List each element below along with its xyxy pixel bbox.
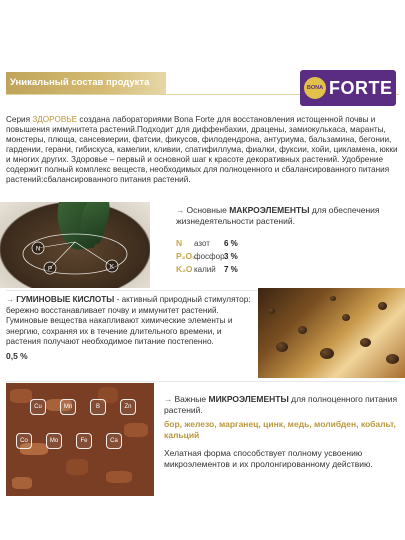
bark-chip bbox=[106, 471, 132, 483]
micro-note: Хелатная форма способствует полному усвоению микроэлементов и их пролонгированному действию. bbox=[164, 448, 373, 469]
micro-title-bold: МИКРОЭЛЕМЕНТЫ bbox=[208, 394, 289, 404]
micro-section bbox=[164, 394, 400, 470]
section-divider bbox=[6, 381, 399, 382]
macro-table bbox=[176, 237, 398, 276]
arrow-right-icon: → bbox=[6, 295, 15, 304]
section-header-title: Уникальный состав продукта bbox=[10, 77, 150, 88]
macro-symbol: N bbox=[176, 238, 183, 248]
micro-title-prefix: Важные bbox=[174, 394, 209, 404]
macro-title bbox=[176, 205, 398, 227]
humic-value: 0,5 % bbox=[6, 350, 28, 361]
bark-chip bbox=[12, 477, 32, 489]
macro-name: фосфор bbox=[194, 252, 225, 261]
granules-image bbox=[258, 288, 405, 378]
macro-value: 6 % bbox=[224, 239, 238, 248]
macro-title-suffix: для обеспечения жизнедеятельности растений. bbox=[176, 205, 380, 226]
granule-shape bbox=[320, 348, 334, 359]
intro-prefix: Серия bbox=[6, 115, 33, 124]
logo-wordmark: FORTE bbox=[329, 77, 393, 98]
macro-symbol: P₂O₅ bbox=[176, 251, 196, 261]
humic-title: ГУМИНОВЫЕ КИСЛОТЫ bbox=[16, 295, 115, 304]
granule-shape bbox=[276, 342, 288, 352]
diagram-label-n: N bbox=[35, 246, 41, 253]
humic-body: - активный природный стимулятор: бережно восстанавливает почву и иммунитет растений. Гуминовые вещества накапливают химические элементы и энергию, сохраняя их в течение длительного времени, и растения получают необходимое питание постепенно. bbox=[6, 295, 251, 346]
macro-name: азот bbox=[194, 239, 210, 248]
element-badge: Ca bbox=[106, 433, 122, 449]
granule-shape bbox=[386, 354, 399, 364]
intro-paragraph bbox=[6, 115, 398, 185]
humic-section bbox=[6, 295, 252, 361]
macro-name: калий bbox=[194, 265, 216, 274]
series-name: ЗДОРОВЬЕ bbox=[32, 115, 78, 124]
micro-list: бор, железо, марганец, цинк, медь, молибден, кобальт, кальций bbox=[164, 419, 396, 440]
bark-image bbox=[6, 383, 154, 496]
macro-row bbox=[176, 263, 398, 276]
element-badge: Cu bbox=[30, 399, 46, 415]
element-badge: B bbox=[90, 399, 106, 415]
macro-value: 3 % bbox=[224, 252, 238, 261]
granule-shape bbox=[268, 308, 275, 314]
bark-chip bbox=[10, 389, 32, 403]
macro-row bbox=[176, 237, 398, 250]
micro-title-suffix: для полноценного питания растений. bbox=[164, 394, 398, 415]
macro-value: 7 % bbox=[224, 265, 238, 274]
plant-soil-image bbox=[0, 202, 150, 288]
granule-shape bbox=[360, 338, 371, 347]
micro-title bbox=[164, 394, 400, 416]
macro-title-prefix: Основные bbox=[186, 205, 230, 215]
macro-symbol: K₂O bbox=[176, 264, 193, 274]
arrow-right-icon: → bbox=[176, 205, 185, 215]
bark-chip bbox=[66, 459, 88, 475]
intro-body: создана лабораториями Bona Forte для восстановления истощенной почвы и повышения иммунитета растений.Подходит для диффенбахии, драцены, замиокулькаса, маранты, монстеры, плюща, сансевиерии, фатсии, фикусов, филодендрона, антуриума, бальзамина, бегонии, гардении, герани, гибискуса, камелии, кливии, спатифиллума, фиалки, фуксии, хойи, цикламена, юкки и многих других. Здоровье – первый и основной шаг к красоте декоративных растений. Удобрение содержит полный комплекс веществ, необходимых для полноценного и сбалансированного питания растений:сбалансированного питания растений. bbox=[6, 115, 398, 184]
logo-badge: BONA bbox=[304, 77, 326, 99]
element-badge: Mn bbox=[60, 399, 76, 415]
element-badge: Zn bbox=[120, 399, 136, 415]
granule-shape bbox=[378, 302, 387, 310]
npk-diagram bbox=[0, 202, 150, 288]
macro-section bbox=[176, 205, 398, 276]
section-header bbox=[6, 72, 166, 94]
macro-title-bold: МАКРОЭЛЕМЕНТЫ bbox=[229, 205, 310, 215]
granule-shape bbox=[330, 296, 336, 301]
arrow-right-icon: → bbox=[164, 394, 173, 404]
humic-text bbox=[6, 295, 252, 348]
macro-row bbox=[176, 250, 398, 263]
brand-logo bbox=[300, 70, 396, 106]
element-badge: Co bbox=[16, 433, 32, 449]
granule-shape bbox=[342, 314, 350, 321]
bark-chip bbox=[124, 423, 148, 437]
element-badge: Fe bbox=[76, 433, 92, 449]
diagram-label-p: P bbox=[47, 266, 53, 273]
element-badge: Mo bbox=[46, 433, 62, 449]
granule-shape bbox=[298, 326, 307, 334]
diagram-label-k: K bbox=[109, 264, 115, 271]
